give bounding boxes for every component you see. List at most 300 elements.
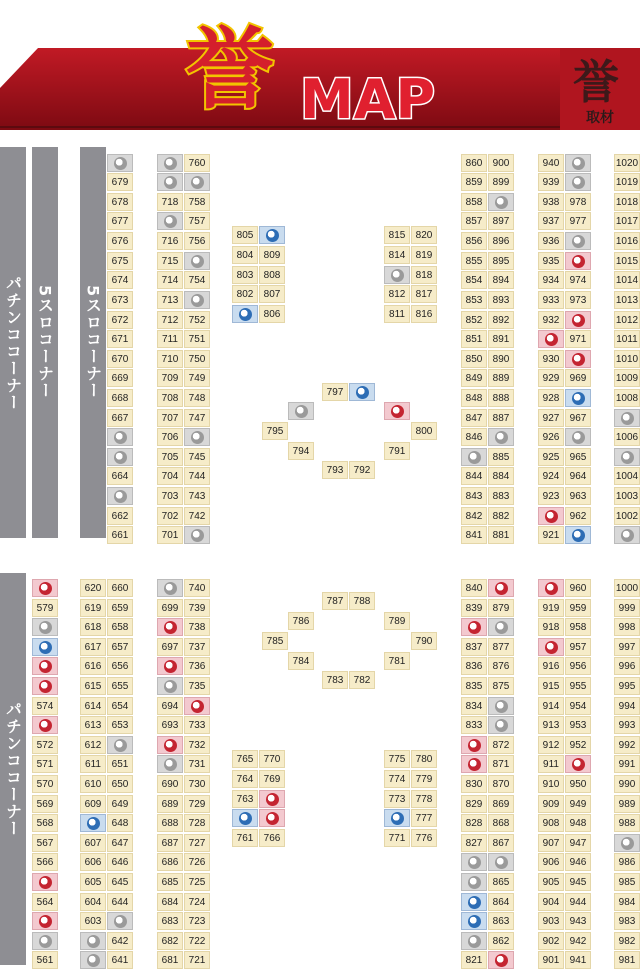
machine-number[interactable]: 710 <box>157 350 183 368</box>
machine-number[interactable]: 615 <box>80 677 106 695</box>
machine-number[interactable]: 1012 <box>614 311 640 329</box>
machine-number[interactable]: 867 <box>488 834 514 852</box>
machine-number[interactable]: 984 <box>614 893 640 911</box>
machine-number[interactable]: 902 <box>538 932 564 950</box>
machine-number[interactable]: 943 <box>565 912 591 930</box>
machine-number[interactable]: 949 <box>565 795 591 813</box>
machine-number[interactable]: 919 <box>538 599 564 617</box>
machine-number[interactable]: 872 <box>488 736 514 754</box>
machine-number[interactable]: 724 <box>184 893 210 911</box>
machine-number[interactable]: 683 <box>157 912 183 930</box>
machine-number[interactable]: 918 <box>538 618 564 636</box>
machine-number[interactable]: 792 <box>349 461 375 479</box>
machine-number[interactable]: 988 <box>614 814 640 832</box>
machine-number[interactable]: 1018 <box>614 193 640 211</box>
machine-number[interactable]: 610 <box>80 775 106 793</box>
machine-number[interactable]: 569 <box>32 795 58 813</box>
machine-number[interactable]: 670 <box>107 350 133 368</box>
machine-number[interactable]: 935 <box>538 252 564 270</box>
machine-number[interactable]: 940 <box>538 154 564 172</box>
machine-number[interactable]: 945 <box>565 873 591 891</box>
machine-number[interactable]: 707 <box>157 409 183 427</box>
machine-number[interactable]: 923 <box>538 487 564 505</box>
machine-number[interactable]: 1011 <box>614 330 640 348</box>
machine-number[interactable]: 821 <box>461 951 487 969</box>
machine-number[interactable]: 914 <box>538 697 564 715</box>
machine-number[interactable]: 658 <box>107 618 133 636</box>
machine-number[interactable]: 965 <box>565 448 591 466</box>
machine-number[interactable]: 776 <box>411 829 437 847</box>
machine-number[interactable]: 736 <box>184 657 210 675</box>
machine-number[interactable]: 978 <box>565 193 591 211</box>
machine-number[interactable]: 911 <box>538 755 564 773</box>
machine-number[interactable]: 738 <box>184 618 210 636</box>
machine-number[interactable]: 833 <box>461 716 487 734</box>
machine-number[interactable]: 938 <box>538 193 564 211</box>
machine-number[interactable]: 830 <box>461 775 487 793</box>
machine-number[interactable]: 963 <box>565 487 591 505</box>
machine-number[interactable]: 743 <box>184 487 210 505</box>
machine-number[interactable]: 564 <box>32 893 58 911</box>
machine-number[interactable]: 620 <box>80 579 106 597</box>
machine-number[interactable]: 962 <box>565 507 591 525</box>
machine-number[interactable]: 865 <box>488 873 514 891</box>
machine-number[interactable]: 789 <box>384 612 410 630</box>
machine-number[interactable]: 784 <box>288 652 314 670</box>
machine-number[interactable]: 819 <box>411 246 437 264</box>
machine-number[interactable]: 897 <box>488 212 514 230</box>
machine-number[interactable]: 860 <box>461 154 487 172</box>
machine-number[interactable]: 785 <box>262 632 288 650</box>
machine-number[interactable]: 782 <box>349 671 375 689</box>
machine-number[interactable]: 941 <box>565 951 591 969</box>
machine-number[interactable]: 857 <box>461 212 487 230</box>
machine-number[interactable]: 645 <box>107 873 133 891</box>
machine-number[interactable]: 744 <box>184 467 210 485</box>
machine-number[interactable]: 992 <box>614 736 640 754</box>
machine-number[interactable]: 835 <box>461 677 487 695</box>
machine-number[interactable]: 862 <box>488 932 514 950</box>
machine-number[interactable]: 953 <box>565 716 591 734</box>
machine-number[interactable]: 655 <box>107 677 133 695</box>
machine-number[interactable]: 660 <box>107 579 133 597</box>
machine-number[interactable]: 890 <box>488 350 514 368</box>
machine-number[interactable]: 909 <box>538 795 564 813</box>
machine-number[interactable]: 566 <box>32 853 58 871</box>
machine-number[interactable]: 794 <box>288 442 314 460</box>
machine-number[interactable]: 616 <box>80 657 106 675</box>
machine-number[interactable]: 723 <box>184 912 210 930</box>
machine-number[interactable]: 856 <box>461 232 487 250</box>
machine-number[interactable]: 687 <box>157 834 183 852</box>
machine-number[interactable]: 603 <box>80 912 106 930</box>
machine-number[interactable]: 718 <box>157 193 183 211</box>
machine-number[interactable]: 842 <box>461 507 487 525</box>
machine-number[interactable]: 946 <box>565 853 591 871</box>
machine-number[interactable]: 771 <box>384 829 410 847</box>
machine-number[interactable]: 929 <box>538 369 564 387</box>
machine-number[interactable]: 567 <box>32 834 58 852</box>
machine-number[interactable]: 933 <box>538 291 564 309</box>
machine-number[interactable]: 814 <box>384 246 410 264</box>
machine-number[interactable]: 915 <box>538 677 564 695</box>
machine-number[interactable]: 715 <box>157 252 183 270</box>
machine-number[interactable]: 948 <box>565 814 591 832</box>
machine-number[interactable]: 927 <box>538 409 564 427</box>
machine-number[interactable]: 745 <box>184 448 210 466</box>
machine-number[interactable]: 609 <box>80 795 106 813</box>
machine-number[interactable]: 916 <box>538 657 564 675</box>
machine-number[interactable]: 737 <box>184 638 210 656</box>
machine-number[interactable]: 875 <box>488 677 514 695</box>
machine-number[interactable]: 852 <box>461 311 487 329</box>
machine-number[interactable]: 667 <box>107 409 133 427</box>
machine-number[interactable]: 797 <box>322 383 348 401</box>
machine-number[interactable]: 561 <box>32 951 58 969</box>
machine-number[interactable]: 756 <box>184 232 210 250</box>
machine-number[interactable]: 974 <box>565 271 591 289</box>
machine-number[interactable]: 748 <box>184 389 210 407</box>
machine-number[interactable]: 689 <box>157 795 183 813</box>
machine-number[interactable]: 760 <box>184 154 210 172</box>
machine-number[interactable]: 790 <box>411 632 437 650</box>
machine-number[interactable]: 574 <box>32 697 58 715</box>
machine-number[interactable]: 656 <box>107 657 133 675</box>
machine-number[interactable]: 572 <box>32 736 58 754</box>
machine-number[interactable]: 884 <box>488 467 514 485</box>
machine-number[interactable]: 605 <box>80 873 106 891</box>
machine-number[interactable]: 647 <box>107 834 133 852</box>
machine-number[interactable]: 844 <box>461 467 487 485</box>
machine-number[interactable]: 837 <box>461 638 487 656</box>
machine-number[interactable]: 693 <box>157 716 183 734</box>
machine-number[interactable]: 816 <box>411 305 437 323</box>
machine-number[interactable]: 802 <box>232 285 258 303</box>
machine-number[interactable]: 908 <box>538 814 564 832</box>
machine-number[interactable]: 607 <box>80 834 106 852</box>
machine-number[interactable]: 896 <box>488 232 514 250</box>
machine-number[interactable]: 780 <box>411 750 437 768</box>
machine-number[interactable]: 818 <box>411 266 437 284</box>
machine-number[interactable]: 932 <box>538 311 564 329</box>
machine-number[interactable]: 964 <box>565 467 591 485</box>
machine-number[interactable]: 778 <box>411 790 437 808</box>
machine-number[interactable]: 803 <box>232 266 258 284</box>
machine-number[interactable]: 907 <box>538 834 564 852</box>
machine-number[interactable]: 977 <box>565 212 591 230</box>
machine-number[interactable]: 982 <box>614 932 640 950</box>
machine-number[interactable]: 905 <box>538 873 564 891</box>
machine-number[interactable]: 676 <box>107 232 133 250</box>
machine-number[interactable]: 882 <box>488 507 514 525</box>
machine-number[interactable]: 787 <box>322 592 348 610</box>
machine-number[interactable]: 770 <box>259 750 285 768</box>
machine-number[interactable]: 758 <box>184 193 210 211</box>
machine-number[interactable]: 769 <box>259 770 285 788</box>
machine-number[interactable]: 997 <box>614 638 640 656</box>
machine-number[interactable]: 904 <box>538 893 564 911</box>
machine-number[interactable]: 688 <box>157 814 183 832</box>
machine-number[interactable]: 685 <box>157 873 183 891</box>
machine-number[interactable]: 858 <box>461 193 487 211</box>
machine-number[interactable]: 960 <box>565 579 591 597</box>
machine-number[interactable]: 1000 <box>614 579 640 597</box>
machine-number[interactable]: 811 <box>384 305 410 323</box>
machine-number[interactable]: 788 <box>349 592 375 610</box>
machine-number[interactable]: 995 <box>614 677 640 695</box>
machine-number[interactable]: 817 <box>411 285 437 303</box>
machine-number[interactable]: 709 <box>157 369 183 387</box>
machine-number[interactable]: 612 <box>80 736 106 754</box>
machine-number[interactable]: 705 <box>157 448 183 466</box>
machine-number[interactable]: 967 <box>565 409 591 427</box>
machine-number[interactable]: 971 <box>565 330 591 348</box>
machine-number[interactable]: 868 <box>488 814 514 832</box>
machine-number[interactable]: 668 <box>107 389 133 407</box>
machine-number[interactable]: 1003 <box>614 487 640 505</box>
machine-number[interactable]: 1010 <box>614 350 640 368</box>
machine-number[interactable]: 956 <box>565 657 591 675</box>
machine-number[interactable]: 1017 <box>614 212 640 230</box>
machine-number[interactable]: 690 <box>157 775 183 793</box>
machine-number[interactable]: 614 <box>80 697 106 715</box>
machine-number[interactable]: 901 <box>538 951 564 969</box>
machine-number[interactable]: 617 <box>80 638 106 656</box>
machine-number[interactable]: 672 <box>107 311 133 329</box>
machine-number[interactable]: 675 <box>107 252 133 270</box>
machine-number[interactable]: 955 <box>565 677 591 695</box>
machine-number[interactable]: 702 <box>157 507 183 525</box>
machine-number[interactable]: 742 <box>184 507 210 525</box>
machine-number[interactable]: 879 <box>488 599 514 617</box>
machine-number[interactable]: 841 <box>461 526 487 544</box>
machine-number[interactable]: 958 <box>565 618 591 636</box>
machine-number[interactable]: 641 <box>107 951 133 969</box>
machine-number[interactable]: 648 <box>107 814 133 832</box>
machine-number[interactable]: 786 <box>288 612 314 630</box>
machine-number[interactable]: 973 <box>565 291 591 309</box>
machine-number[interactable]: 618 <box>80 618 106 636</box>
machine-number[interactable]: 895 <box>488 252 514 270</box>
machine-number[interactable]: 891 <box>488 330 514 348</box>
machine-number[interactable]: 733 <box>184 716 210 734</box>
machine-number[interactable]: 947 <box>565 834 591 852</box>
machine-number[interactable]: 910 <box>538 775 564 793</box>
machine-number[interactable]: 725 <box>184 873 210 891</box>
machine-number[interactable]: 859 <box>461 173 487 191</box>
machine-number[interactable]: 881 <box>488 526 514 544</box>
machine-number[interactable]: 805 <box>232 226 258 244</box>
machine-number[interactable]: 611 <box>80 755 106 773</box>
machine-number[interactable]: 1016 <box>614 232 640 250</box>
machine-number[interactable]: 795 <box>262 422 288 440</box>
machine-number[interactable]: 913 <box>538 716 564 734</box>
machine-number[interactable]: 701 <box>157 526 183 544</box>
machine-number[interactable]: 754 <box>184 271 210 289</box>
machine-number[interactable]: 752 <box>184 311 210 329</box>
machine-number[interactable]: 779 <box>411 770 437 788</box>
machine-number[interactable]: 836 <box>461 657 487 675</box>
machine-number[interactable]: 815 <box>384 226 410 244</box>
machine-number[interactable]: 757 <box>184 212 210 230</box>
machine-number[interactable]: 642 <box>107 932 133 950</box>
machine-number[interactable]: 827 <box>461 834 487 852</box>
machine-number[interactable]: 730 <box>184 775 210 793</box>
machine-number[interactable]: 954 <box>565 697 591 715</box>
machine-number[interactable]: 889 <box>488 369 514 387</box>
machine-number[interactable]: 729 <box>184 795 210 813</box>
machine-number[interactable]: 1009 <box>614 369 640 387</box>
machine-number[interactable]: 646 <box>107 853 133 871</box>
machine-number[interactable]: 579 <box>32 599 58 617</box>
machine-number[interactable]: 957 <box>565 638 591 656</box>
machine-number[interactable]: 939 <box>538 173 564 191</box>
machine-number[interactable]: 659 <box>107 599 133 617</box>
machine-number[interactable]: 937 <box>538 212 564 230</box>
machine-number[interactable]: 773 <box>384 790 410 808</box>
machine-number[interactable]: 793 <box>322 461 348 479</box>
machine-number[interactable]: 661 <box>107 526 133 544</box>
machine-number[interactable]: 924 <box>538 467 564 485</box>
machine-number[interactable]: 894 <box>488 271 514 289</box>
machine-number[interactable]: 781 <box>384 652 410 670</box>
machine-number[interactable]: 846 <box>461 428 487 446</box>
machine-number[interactable]: 959 <box>565 599 591 617</box>
machine-number[interactable]: 775 <box>384 750 410 768</box>
machine-number[interactable]: 851 <box>461 330 487 348</box>
machine-number[interactable]: 981 <box>614 951 640 969</box>
machine-number[interactable]: 712 <box>157 311 183 329</box>
machine-number[interactable]: 783 <box>322 671 348 689</box>
machine-number[interactable]: 999 <box>614 599 640 617</box>
machine-number[interactable]: 1014 <box>614 271 640 289</box>
machine-number[interactable]: 740 <box>184 579 210 597</box>
machine-number[interactable]: 952 <box>565 736 591 754</box>
machine-number[interactable]: 892 <box>488 311 514 329</box>
machine-number[interactable]: 791 <box>384 442 410 460</box>
machine-number[interactable]: 877 <box>488 638 514 656</box>
machine-number[interactable]: 834 <box>461 697 487 715</box>
machine-number[interactable]: 942 <box>565 932 591 950</box>
machine-number[interactable]: 644 <box>107 893 133 911</box>
machine-number[interactable]: 893 <box>488 291 514 309</box>
machine-number[interactable]: 664 <box>107 467 133 485</box>
machine-number[interactable]: 671 <box>107 330 133 348</box>
machine-number[interactable]: 711 <box>157 330 183 348</box>
machine-number[interactable]: 650 <box>107 775 133 793</box>
machine-number[interactable]: 726 <box>184 853 210 871</box>
machine-number[interactable]: 732 <box>184 736 210 754</box>
machine-number[interactable]: 921 <box>538 526 564 544</box>
machine-number[interactable]: 654 <box>107 697 133 715</box>
machine-number[interactable]: 686 <box>157 853 183 871</box>
machine-number[interactable]: 854 <box>461 271 487 289</box>
machine-number[interactable]: 731 <box>184 755 210 773</box>
machine-number[interactable]: 766 <box>259 829 285 847</box>
machine-number[interactable]: 1013 <box>614 291 640 309</box>
machine-number[interactable]: 1015 <box>614 252 640 270</box>
machine-number[interactable]: 843 <box>461 487 487 505</box>
machine-number[interactable]: 899 <box>488 173 514 191</box>
machine-number[interactable]: 763 <box>232 790 258 808</box>
machine-number[interactable]: 613 <box>80 716 106 734</box>
machine-number[interactable]: 568 <box>32 814 58 832</box>
machine-number[interactable]: 669 <box>107 369 133 387</box>
machine-number[interactable]: 990 <box>614 775 640 793</box>
machine-number[interactable]: 653 <box>107 716 133 734</box>
machine-number[interactable]: 649 <box>107 795 133 813</box>
machine-number[interactable]: 887 <box>488 409 514 427</box>
machine-number[interactable]: 989 <box>614 795 640 813</box>
machine-number[interactable]: 800 <box>411 422 437 440</box>
machine-number[interactable]: 885 <box>488 448 514 466</box>
machine-number[interactable]: 681 <box>157 951 183 969</box>
machine-number[interactable]: 996 <box>614 657 640 675</box>
machine-number[interactable]: 871 <box>488 755 514 773</box>
machine-number[interactable]: 777 <box>411 809 437 827</box>
machine-number[interactable]: 673 <box>107 291 133 309</box>
machine-number[interactable]: 809 <box>259 246 285 264</box>
machine-number[interactable]: 906 <box>538 853 564 871</box>
machine-number[interactable]: 728 <box>184 814 210 832</box>
machine-number[interactable]: 883 <box>488 487 514 505</box>
machine-number[interactable]: 848 <box>461 389 487 407</box>
machine-number[interactable]: 998 <box>614 618 640 636</box>
machine-number[interactable]: 839 <box>461 599 487 617</box>
machine-number[interactable]: 682 <box>157 932 183 950</box>
machine-number[interactable]: 704 <box>157 467 183 485</box>
machine-number[interactable]: 876 <box>488 657 514 675</box>
machine-number[interactable]: 674 <box>107 271 133 289</box>
machine-number[interactable]: 713 <box>157 291 183 309</box>
machine-number[interactable]: 714 <box>157 271 183 289</box>
machine-number[interactable]: 807 <box>259 285 285 303</box>
machine-number[interactable]: 703 <box>157 487 183 505</box>
machine-number[interactable]: 864 <box>488 893 514 911</box>
machine-number[interactable]: 721 <box>184 951 210 969</box>
machine-number[interactable]: 716 <box>157 232 183 250</box>
machine-number[interactable]: 930 <box>538 350 564 368</box>
machine-number[interactable]: 855 <box>461 252 487 270</box>
machine-number[interactable]: 991 <box>614 755 640 773</box>
machine-number[interactable]: 849 <box>461 369 487 387</box>
machine-number[interactable]: 944 <box>565 893 591 911</box>
machine-number[interactable]: 936 <box>538 232 564 250</box>
machine-number[interactable]: 764 <box>232 770 258 788</box>
machine-number[interactable]: 1020 <box>614 154 640 172</box>
machine-number[interactable]: 765 <box>232 750 258 768</box>
machine-number[interactable]: 694 <box>157 697 183 715</box>
machine-number[interactable]: 847 <box>461 409 487 427</box>
machine-number[interactable]: 806 <box>259 305 285 323</box>
machine-number[interactable]: 727 <box>184 834 210 852</box>
machine-number[interactable]: 619 <box>80 599 106 617</box>
machine-number[interactable]: 869 <box>488 795 514 813</box>
machine-number[interactable]: 722 <box>184 932 210 950</box>
machine-number[interactable]: 751 <box>184 330 210 348</box>
machine-number[interactable]: 985 <box>614 873 640 891</box>
machine-number[interactable]: 994 <box>614 697 640 715</box>
machine-number[interactable]: 606 <box>80 853 106 871</box>
machine-number[interactable]: 684 <box>157 893 183 911</box>
machine-number[interactable]: 863 <box>488 912 514 930</box>
machine-number[interactable]: 708 <box>157 389 183 407</box>
machine-number[interactable]: 750 <box>184 350 210 368</box>
machine-number[interactable]: 1006 <box>614 428 640 446</box>
machine-number[interactable]: 699 <box>157 599 183 617</box>
machine-number[interactable]: 926 <box>538 428 564 446</box>
machine-number[interactable]: 969 <box>565 369 591 387</box>
